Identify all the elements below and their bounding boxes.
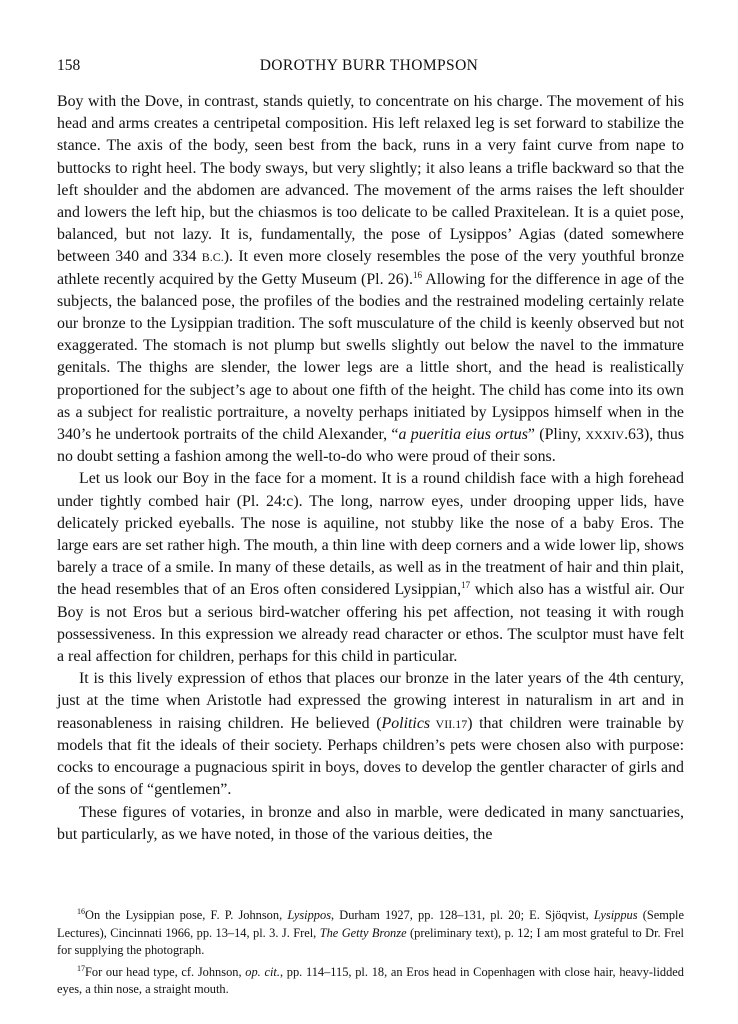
paragraph-text: Allowing for the difference in age of the subjects, the balanced pose, the profiles of the bodies and the restrained modeling certainly relate our bronze to the Lysippian tradition. The soft musculature of the child is keenly observed but not exaggerated. The stomach is not plump but swells slightly out below the navel to the immature genitals. The thighs are slender, the lower legs are a little short, and the head is realistically proportioned for the subject’s age to about one fifth of the height. The child has come into its own as a subject for realistic portraiture, a novelty perhaps initiated by Lysippos himself when in the 340’s he undertook portraits of the child Alexander, “ — [57, 270, 685, 444]
book-title: Lysippos — [287, 908, 332, 922]
footnote-mark: 17 — [77, 963, 85, 973]
citation-abbrev: op. cit. — [245, 964, 280, 979]
book-title: Lysippus — [593, 908, 638, 922]
footnote-16 — [57, 907, 684, 960]
paragraph-text: ) that children were trainable by models that fit the ideals of their society. Perhaps children’s pets were chosen also with purpose: cocks to encourage a pugnacious spirit in boys, doves to develop the gentler character of girls and of the sons of “gentlemen”. — [57, 714, 684, 799]
footnote-17 — [57, 964, 684, 999]
paragraph-text: ” (Pliny, — [527, 426, 586, 444]
body-text — [57, 91, 684, 846]
page-header — [57, 57, 681, 79]
footnote-text: , pp. 114–115, pl. 18, an Eros head in Copenhagen with close hair, heavy-lidded eyes, a thin nose, a straight mouth. — [57, 964, 684, 996]
footnote-ref-16: 16 — [412, 269, 422, 280]
footnotes — [57, 907, 684, 999]
paragraph-text: Let us look our Boy in the face for a moment. It is a round childish face with a high forehead under tightly combed hair (Pl. 24:c). The long, narrow eyes, under drooping upper lids, have delicately pricked eyeballs. The nose is aquiline, not stubby like the nose of a baby Eros. The large ears are set rather high. The mouth, a thin line with deep corners and a wide lower lip, shows barely a trace of a smile. In many of these details, as well as in the treatment of hair and thin plait, the head resembles that of an Eros often considered Lysippian, — [57, 470, 684, 599]
paragraph-text: which also has a wistful air. Our Boy is not Eros but a serious bird-watcher offering his pet affection, not teasing it with rough possessiveness. In this expression we already read character or ethos. The sculptor must have felt a real affection for children, perhaps for this child in particular. — [57, 581, 684, 666]
footnote-text: For our head type, cf. Johnson, — [85, 964, 246, 979]
paragraph-text: .63), thus no doubt setting a fashion among the well-to-do who were proud of their sons. — [57, 426, 685, 466]
paragraph-text: These figures of votaries, in bronze and also in marble, were dedicated in many sanctuaries, but particularly, as we have noted, in those of the various deities, the — [57, 803, 684, 843]
footnote-ref-17: 17 — [461, 580, 471, 591]
book-ref: VII.17 — [430, 716, 468, 731]
latin-quote: a pueritia eius ortus — [398, 426, 528, 444]
work-title: Politics — [381, 714, 431, 732]
paragraph-text: Boy with the Dove, in contrast, stands quietly, to concentrate on his charge. The movement of his head and arms creates a centripetal composition. His left relaxed leg is set forward to stabilize the stance. The axis of the body, seen best from the back, runs in a very faint curve from nape to buttocks to right heel. The body sways, but very slightly; it also leans a trifle backward so that the left shoulder and the abdomen are advanced. The movement of the arms raises the left shoulder and lowers the left hip, but the chiasmos is too delicate to be called Praxitelean. It is a quiet pose, balanced, but not lazy. It is, fundamentally, the pose of Lysippos’ Agias (dated somewhere between 340 and 334 — [57, 93, 684, 266]
book-title: The Getty Bronze — [319, 925, 407, 940]
footnote-text: , Durham 1927, pp. 128–131, pl. 20; E. Sjöqvist, — [331, 908, 594, 922]
footnote-text: On the Lysippian pose, F. P. Johnson, — [85, 908, 288, 922]
running-head: DOROTHY BURR THOMPSON — [259, 57, 479, 74]
footnote-mark: 16 — [77, 907, 85, 916]
footnote-text: (preliminary text), p. 12; I am most grateful to Dr. Frel for supplying the photograph. — [57, 925, 684, 957]
page-number: 158 — [57, 57, 81, 74]
footnote-text: (Semple Lectures), Cincinnati 1966, pp. 13–14, pl. 3. J. Frel, — [57, 908, 685, 940]
paragraph-3 — [57, 668, 684, 801]
era-abbreviation: B.C. — [201, 250, 224, 265]
pliny-book-ref: XXXIV — [585, 428, 625, 443]
paragraph-text: It is this lively expression of ethos that places our bronze in the later years of the 4th century, just at the time when Aristotle had expressed the growing interest in naturalism in art and in reasonableness in raising children. He believed ( — [57, 670, 684, 732]
paragraph-1 — [57, 91, 684, 468]
paragraph-2 — [57, 468, 684, 668]
paragraph-4 — [57, 802, 684, 846]
paragraph-text: ). It even more closely resembles the pose of the very youthful bronze athlete recently acquired by the Getty Museum (Pl. 26). — [57, 248, 684, 288]
